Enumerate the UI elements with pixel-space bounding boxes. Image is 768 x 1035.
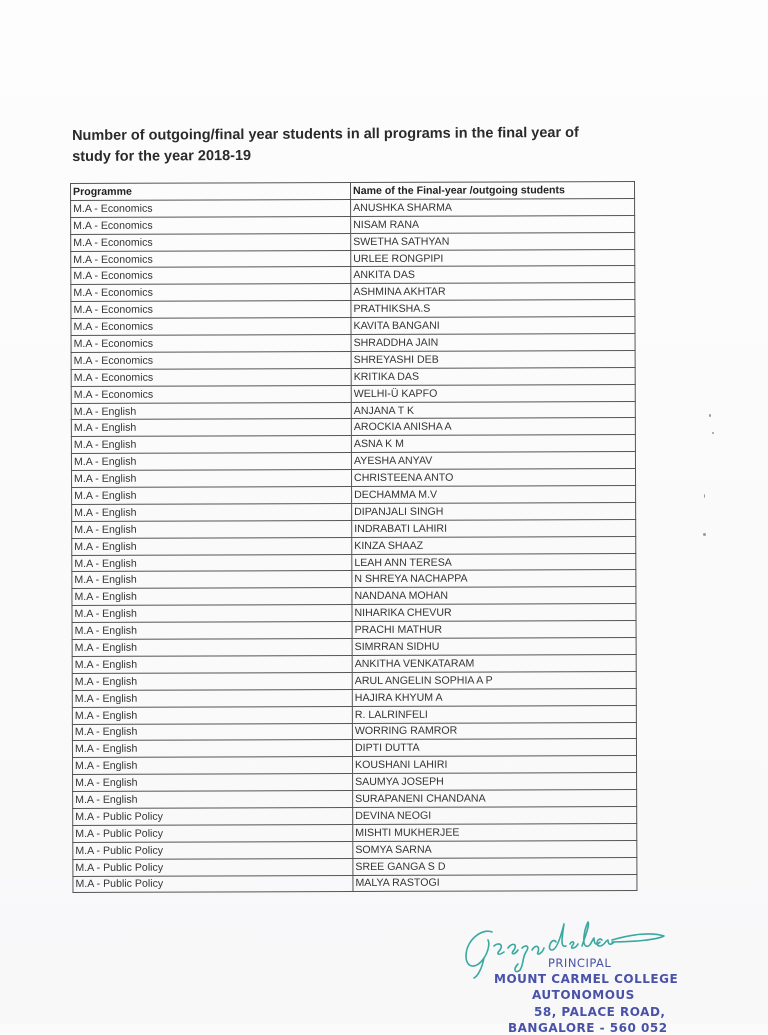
- table-row: [72, 536, 636, 555]
- table-row: [71, 334, 635, 353]
- programme-cell: M.A - English: [72, 588, 352, 606]
- student-name-cell: ANJANA T K: [351, 401, 635, 419]
- student-name-cell: ANUSHKA SHARMA: [351, 198, 635, 216]
- document-heading: [72, 123, 632, 168]
- programme-cell: M.A - English: [72, 740, 352, 758]
- scan-speck: [703, 533, 706, 536]
- table-row: [71, 350, 635, 369]
- table-row: [73, 790, 637, 809]
- table-row: [72, 621, 636, 640]
- programme-cell: M.A - English: [72, 554, 352, 572]
- student-name-cell: NIHARIKA CHEVUR: [352, 604, 636, 622]
- programme-cell: M.A - English: [72, 655, 352, 673]
- table-row: [73, 773, 637, 792]
- student-name-cell: MISHTI MUKHERJEE: [353, 823, 637, 841]
- student-name-cell: N SHREYA NACHAPPA: [352, 570, 636, 588]
- student-name-cell: PRACHI MATHUR: [352, 621, 636, 639]
- students-table-wrapper: [70, 181, 637, 893]
- student-name-cell: NANDANA MOHAN: [352, 587, 636, 605]
- student-name-cell: SIMRRAN SIDHU: [352, 638, 636, 656]
- table-row: [73, 874, 637, 893]
- header-student-name: Name of the Final-year /outgoing students: [351, 182, 635, 200]
- table-row: [72, 705, 636, 724]
- student-name-cell: SHRADDHA JAIN: [351, 334, 635, 352]
- student-name-cell: SOMYA SARNA: [353, 840, 637, 858]
- student-name-cell: CHRISTEENA ANTO: [352, 469, 636, 487]
- table-row: [73, 756, 637, 775]
- student-name-cell: ASHMINA AKHTAR: [351, 283, 635, 301]
- table-row: [71, 266, 635, 285]
- student-name-cell: ARUL ANGELIN SOPHIA A P: [352, 671, 636, 689]
- table-row: [71, 232, 635, 251]
- student-name-cell: MALYA RASTOGI: [353, 874, 637, 892]
- table-row: [72, 722, 636, 741]
- table-row: [71, 367, 635, 386]
- programme-cell: M.A - Economics: [71, 301, 351, 319]
- student-name-cell: KOUSHANI LAHIRI: [353, 756, 637, 774]
- programme-cell: M.A - English: [72, 503, 352, 521]
- header-programme: Programme: [71, 183, 351, 201]
- programme-cell: M.A - English: [72, 605, 352, 623]
- programme-cell: M.A - English: [71, 419, 351, 437]
- table-row: [73, 806, 637, 825]
- student-name-cell: ANKITHA VENKATARAM: [352, 654, 636, 672]
- table-row: [72, 587, 636, 606]
- table-row: [72, 654, 636, 673]
- scan-speck: [712, 432, 714, 434]
- student-name-cell: SAUMYA JOSEPH: [353, 773, 637, 791]
- student-name-cell: SHREYASHI DEB: [351, 350, 635, 368]
- student-name-cell: LEAH ANN TERESA: [352, 553, 636, 571]
- programme-cell: M.A - Public Policy: [73, 824, 353, 842]
- programme-cell: M.A - Economics: [71, 199, 351, 217]
- stamp-status: AUTONOMOUS: [532, 988, 635, 1002]
- programme-cell: M.A - English: [72, 639, 352, 657]
- student-name-cell: WORRING RAMROR: [352, 722, 636, 740]
- table-row: [72, 739, 636, 758]
- table-row: [72, 469, 636, 488]
- table-row: [71, 401, 635, 420]
- scan-speck: [704, 494, 705, 498]
- programme-cell: M.A - Economics: [71, 250, 351, 268]
- student-name-cell: SWETHA SATHYAN: [351, 232, 635, 250]
- programme-cell: M.A - English: [72, 706, 352, 724]
- programme-cell: M.A - Public Policy: [73, 875, 353, 893]
- student-name-cell: DIPANJALI SINGH: [352, 502, 636, 520]
- student-name-cell: R. LALRINFELI: [352, 705, 636, 723]
- table-row: [71, 317, 635, 336]
- table-row: [72, 553, 636, 572]
- programme-cell: M.A - Economics: [71, 284, 351, 302]
- programme-cell: M.A - Economics: [71, 385, 351, 403]
- heading-line-1: Number of outgoing/final year students in all programs in the final year of: [72, 124, 579, 144]
- programme-cell: M.A - Economics: [71, 267, 351, 285]
- students-table: [70, 181, 637, 893]
- student-name-cell: ANKITA DAS: [351, 266, 635, 284]
- student-name-cell: KINZA SHAAZ: [352, 536, 636, 554]
- table-row: [72, 638, 636, 657]
- programme-cell: M.A - English: [72, 723, 352, 741]
- programme-cell: M.A - English: [72, 470, 352, 488]
- table-row: [71, 418, 635, 437]
- stamp-city: BANGALORE - 560 052: [508, 1021, 668, 1035]
- table-row: [71, 452, 635, 471]
- programme-cell: M.A - English: [72, 672, 352, 690]
- programme-cell: M.A - English: [71, 436, 351, 454]
- student-name-cell: HAJIRA KHYUM A: [352, 688, 636, 706]
- stamp-address: 58, PALACE ROAD,: [534, 1005, 666, 1019]
- programme-cell: M.A - English: [71, 402, 351, 420]
- principal-stamp: [452, 910, 752, 1035]
- table-row: [73, 857, 637, 876]
- student-name-cell: KRITIKA DAS: [351, 367, 635, 385]
- programme-cell: M.A - English: [73, 774, 353, 792]
- programme-cell: M.A - English: [73, 791, 353, 809]
- table-row: [71, 300, 635, 319]
- student-name-cell: DEVINA NEOGI: [353, 806, 637, 824]
- table-body: [71, 198, 637, 892]
- programme-cell: M.A - Economics: [71, 233, 351, 251]
- student-name-cell: DECHAMMA M.V: [352, 486, 636, 504]
- programme-cell: M.A - Economics: [71, 318, 351, 336]
- table-row: [73, 823, 637, 842]
- scan-speck: [709, 414, 711, 417]
- student-name-cell: AYESHA ANYAV: [351, 452, 635, 470]
- programme-cell: M.A - Economics: [71, 216, 351, 234]
- programme-cell: M.A - English: [73, 757, 353, 775]
- table-row: [72, 519, 636, 538]
- table-row: [71, 249, 635, 268]
- student-name-cell: DIPTI DUTTA: [352, 739, 636, 757]
- programme-cell: M.A - Economics: [71, 368, 351, 386]
- student-name-cell: ASNA K M: [351, 435, 635, 453]
- programme-cell: M.A - English: [72, 689, 352, 707]
- table-row: [72, 502, 636, 521]
- student-name-cell: PRATHIKSHA.S: [351, 300, 635, 318]
- student-name-cell: KAVITA BANGANI: [351, 317, 635, 335]
- table-row: [72, 688, 636, 707]
- table-header-row: [71, 182, 635, 201]
- programme-cell: M.A - English: [72, 520, 352, 538]
- programme-cell: M.A - English: [72, 537, 352, 555]
- student-name-cell: SURAPANENI CHANDANA: [353, 790, 637, 808]
- programme-cell: M.A - Public Policy: [73, 858, 353, 876]
- table-row: [73, 840, 637, 859]
- programme-cell: M.A - English: [72, 622, 352, 640]
- table-row: [71, 198, 635, 217]
- table-row: [72, 486, 636, 505]
- programme-cell: M.A - English: [71, 453, 351, 471]
- stamp-college-name: MOUNT CARMEL COLLEGE: [494, 972, 679, 986]
- student-name-cell: INDRABATI LAHIRI: [352, 519, 636, 537]
- student-name-cell: AROCKIA ANISHA A: [351, 418, 635, 436]
- programme-cell: M.A - Economics: [71, 335, 351, 353]
- table-row: [72, 570, 636, 589]
- table-row: [72, 671, 636, 690]
- programme-cell: M.A - English: [72, 487, 352, 505]
- student-name-cell: NISAM RANA: [351, 215, 635, 233]
- stamp-title: PRINCIPAL: [548, 956, 612, 970]
- programme-cell: M.A - Public Policy: [73, 807, 353, 825]
- table-row: [71, 283, 635, 302]
- table-row: [71, 435, 635, 454]
- programme-cell: M.A - English: [72, 571, 352, 589]
- student-name-cell: SREE GANGA S D: [353, 857, 637, 875]
- student-name-cell: WELHI-Ü KAPFO: [351, 384, 635, 402]
- heading-line-2: study for the year 2018-19: [72, 147, 252, 165]
- table-row: [71, 384, 635, 403]
- table-row: [72, 604, 636, 623]
- programme-cell: M.A - Public Policy: [73, 841, 353, 859]
- table-row: [71, 215, 635, 234]
- programme-cell: M.A - Economics: [71, 351, 351, 369]
- student-name-cell: URLEE RONGPIPI: [351, 249, 635, 267]
